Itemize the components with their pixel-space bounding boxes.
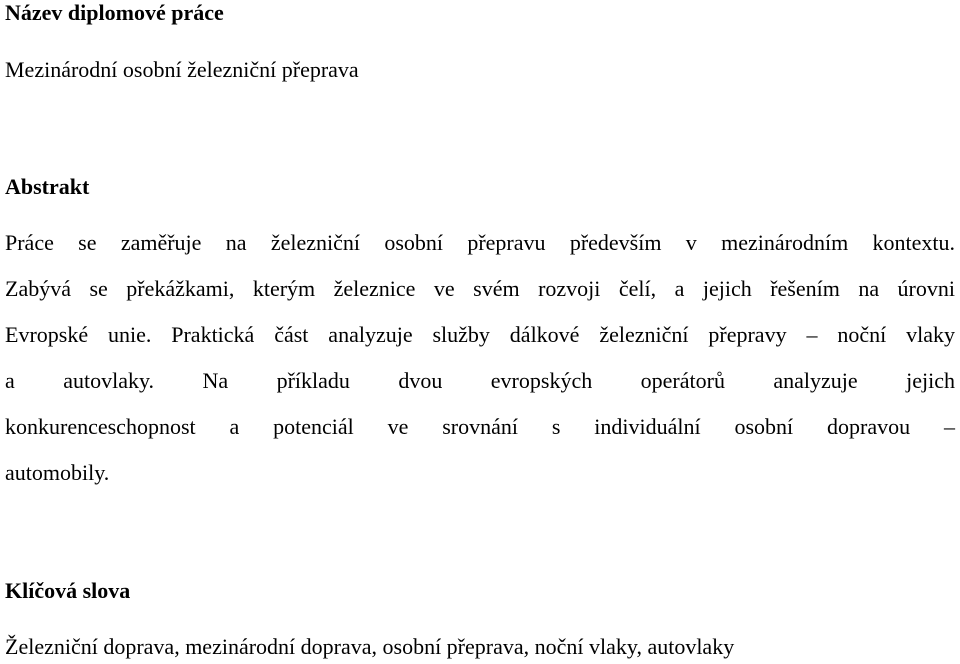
abstract-line: Práce se zaměřuje na železniční osobní přepravu především v mezinárodním kontextu. (5, 230, 955, 255)
keywords-heading: Klíčová slova (5, 578, 131, 603)
thesis-title: Mezinárodní osobní železniční přeprava (5, 57, 359, 82)
abstract-line: Evropské unie. Praktická část analyzuje služby dálkové železniční přepravy – noční vlaky (5, 322, 955, 347)
thesis-title-heading: Název diplomové práce (5, 0, 224, 25)
abstract-heading: Abstrakt (5, 174, 90, 199)
abstract-line: Zabývá se překážkami, kterým železnice ve svém rozvoji čelí, a jejich řešením na úrovni (5, 276, 955, 301)
abstract-line: konkurenceschopnost a potenciál ve srovnání s individuální osobní dopravou – (5, 414, 955, 439)
abstract-line: automobily. (5, 460, 110, 485)
abstract-paragraph (5, 230, 955, 506)
keywords-text: Železniční doprava, mezinárodní doprava, osobní přeprava, noční vlaky, autovlaky (5, 634, 735, 659)
abstract-line: a autovlaky. Na příkladu dvou evropských operátorů analyzuje jejich (5, 368, 955, 393)
